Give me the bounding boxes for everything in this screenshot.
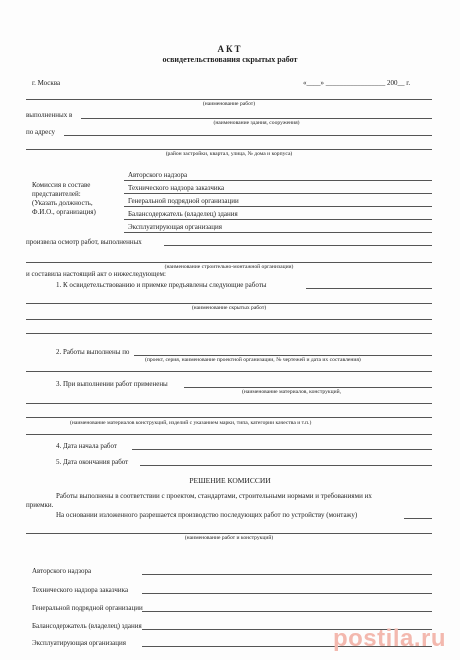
commission-role-line[interactable] [124, 193, 432, 194]
examined-label: произвела осмотр работ, выполненных [26, 238, 142, 246]
start-date-line[interactable] [132, 449, 432, 450]
examined-line[interactable] [164, 245, 432, 246]
materials-caption: (наименование материалов, конструкций, [242, 389, 342, 395]
commission-label-3: (Указать должность, [32, 199, 93, 207]
item5-label: 5. Дата окончания работ [56, 458, 129, 466]
signature-line[interactable] [142, 611, 432, 612]
commission-role-label: Генеральной подрядной организации [128, 197, 239, 205]
commission-role-label: Балансодержатель (владелец) здания [128, 210, 238, 218]
item1-line-3[interactable] [26, 319, 432, 320]
signature-role-label: Генеральной подрядной организации [32, 604, 143, 612]
commission-role-line[interactable] [124, 219, 432, 220]
building-name-caption: (наименование здания, сооружения) [213, 120, 300, 126]
address-line-2[interactable] [26, 149, 432, 150]
item2-label: 2. Работы выполнены по [56, 348, 130, 356]
signature-role-label: Авторского надзора [32, 567, 92, 575]
org-name-caption: (наименование строительно-монтажной организации) [164, 264, 294, 270]
org-line[interactable] [26, 262, 432, 263]
decision-line-2[interactable] [26, 533, 432, 534]
date-field[interactable]: «____» _________________ 200__ г. [303, 79, 411, 87]
item2-line[interactable] [134, 355, 432, 356]
signature-role-label: Балансодержатель (владелец) здания [32, 622, 142, 630]
item4-label: 4. Дата начала работ [56, 442, 117, 450]
commission-role-label: Технического надзора заказчика [128, 184, 225, 192]
item3-line[interactable] [184, 387, 432, 388]
decision-text-1: Работы выполнены в соответствии с проектом, стандартами, строительными нормами и требованиями их [56, 492, 372, 500]
commission-label-1: Комиссия в составе [32, 181, 91, 189]
commission-label-2: представителей: [32, 190, 81, 198]
commission-role-label: Эксплуатирующая организация [128, 223, 222, 231]
performed-in-line[interactable] [81, 118, 432, 119]
signature-role-label: Эксплуатирующая организация [32, 639, 126, 647]
commission-role-line[interactable] [124, 206, 432, 207]
item1-line-2[interactable] [26, 303, 432, 304]
item3-line-4[interactable] [26, 434, 432, 435]
address-label: по адресу [26, 128, 55, 136]
hidden-works-caption: (наименование скрытых работ) [191, 305, 267, 311]
address-line[interactable] [64, 135, 432, 136]
works-name-line[interactable] [26, 99, 432, 100]
item3-line-3[interactable] [26, 417, 432, 418]
watermark-text: postila.ru [332, 625, 446, 652]
decision-text-2: приемки. [26, 501, 54, 509]
commission-role-line[interactable] [124, 180, 432, 181]
item1-line-4[interactable] [26, 333, 432, 334]
works-constructions-caption: (наименование работ и конструкций) [184, 535, 274, 541]
decision-line[interactable] [404, 518, 432, 519]
signature-line[interactable] [142, 593, 432, 594]
commission-role-line[interactable] [124, 232, 432, 233]
district-caption: (район застройки, квартал, улица, № дома и корпуса) [165, 151, 293, 157]
postila-watermark [333, 620, 446, 654]
signature-role-label: Технического надзора заказчика [32, 586, 129, 594]
signature-line[interactable] [142, 574, 432, 575]
city: г. Москва [32, 79, 61, 87]
decision-text-3: На основании изложенного разрешается производство последующих работ по устройству (монтажу) [56, 511, 358, 519]
materials-caption-2: (наименование материалов конструкций, изделий с указанием марки, типа, категории качества и т.п.) [70, 420, 312, 426]
works-name-caption: (наименование работ) [202, 101, 256, 107]
item3-label: 3. При выполнении работ применены [56, 380, 168, 388]
act-title: АКТ [217, 44, 243, 54]
decision-heading: РЕШЕНИЕ КОМИССИИ [189, 476, 271, 485]
project-caption: (проект, серия, наименование проектной организации, № чертежей и дата их составления) [145, 357, 361, 363]
act-subtitle: освидетельствования скрытых работ [162, 55, 298, 64]
item1-label: 1. К освидетельствованию и приемке предъявлены следующие работы [56, 281, 267, 289]
item2-line-2[interactable] [26, 371, 432, 372]
drew-act-label: и составила настоящий акт о нижеследующем: [26, 270, 166, 278]
performed-in-label: выполненных в [26, 111, 73, 119]
commission-role-label: Авторского надзора [128, 171, 188, 179]
end-date-line[interactable] [140, 465, 432, 466]
item1-line[interactable] [306, 288, 432, 289]
item3-line-2[interactable] [26, 403, 432, 404]
commission-label-4: Ф.И.О., организация) [32, 208, 96, 216]
